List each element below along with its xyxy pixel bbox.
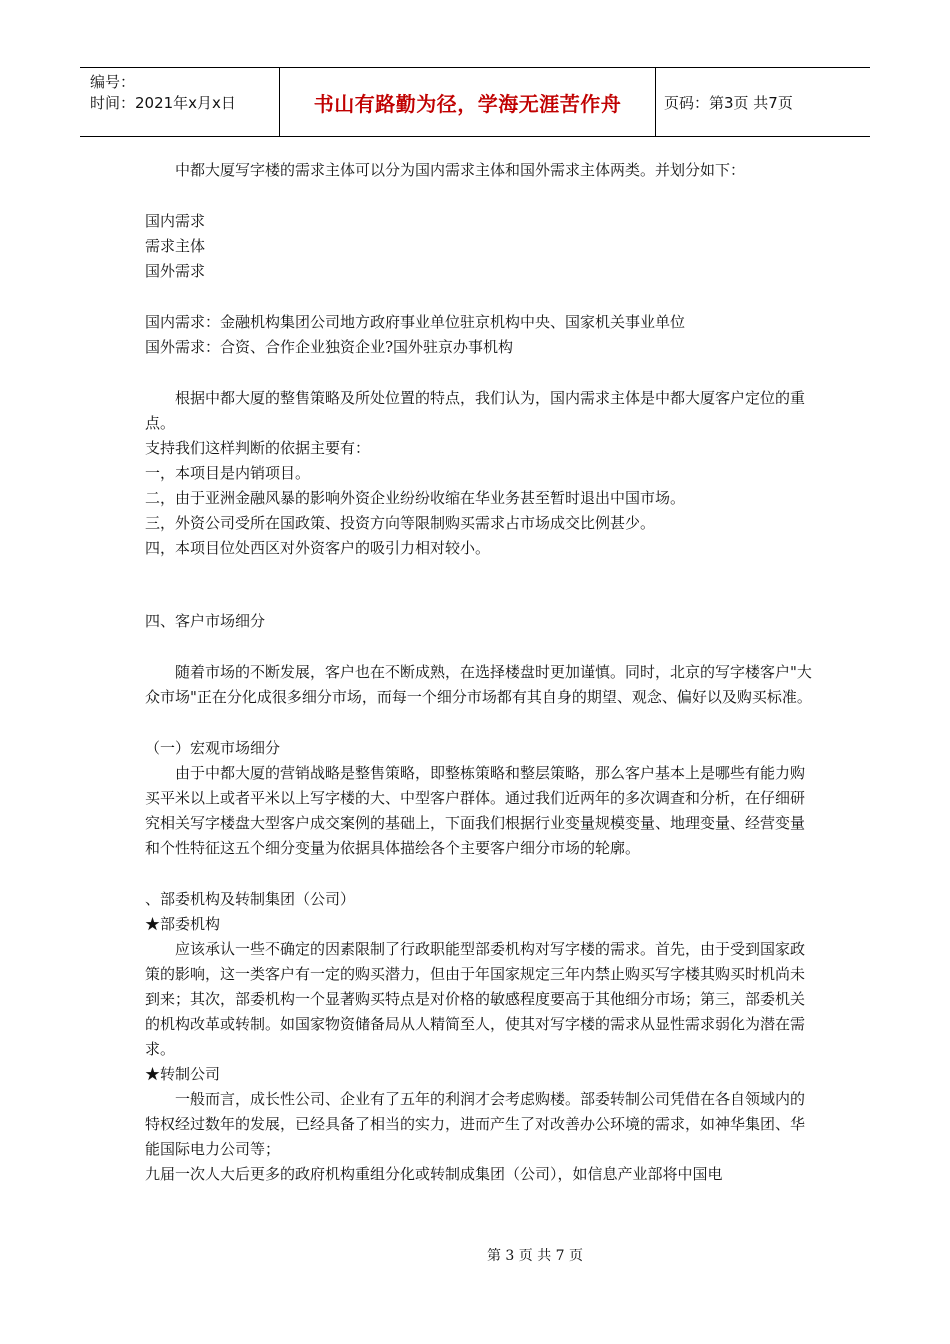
domestic-demand: 国内需求：金融机构集团公司地方政府事业单位驻京机构中央、国家机关事业单位 [145,313,686,331]
basis-item: 一，本项目是内销项目。 [145,464,311,482]
section-heading: 四、客户市场细分 [145,612,266,630]
list-item: 需求主体 [145,237,206,255]
doc-time-label: 时间：2021年x月x日 [90,94,236,112]
page-header [80,67,870,137]
header-meta [80,68,280,136]
doc-number-label: 编号： [90,73,136,91]
basis-item: 三，外资公司受所在国政策、投资方向等限制购买需求占市场成交比例甚少。 [145,514,656,532]
star-heading: ★转制公司 [145,1065,221,1083]
paragraph-ministry: 应该承认一些不确定的因素限制了行政职能型部委机构对写字楼的需求。首先，由于受到国家政策的影响，这一类客户有一定的购买潜力，但由于年国家规定三年内禁止购买写字楼其购买时机尚未到来；其次，部委机构一个显著购买特点是对价格的敏感程度要高于其他细分市场；第三，部委机关的机构改革或转制。如国家物资储备局从人精简至人，使其对写字楼的需求从显性需求弱化为潜在需求。 [145,940,806,1058]
category-heading: 、部委机构及转制集团（公司） [145,890,356,908]
document-body [145,158,815,1187]
basis-item: 二，由于亚洲金融风暴的影响外资企业纷纷收缩在华业务甚至暂时退出中国市场。 [145,489,686,507]
star-heading: ★部委机构 [145,915,221,933]
paragraph-positioning: 根据中都大厦的整售策略及所处位置的特点，我们认为，国内需求主体是中都大厦客户定位的重点。 [145,389,806,432]
paragraph-market: 随着市场的不断发展，客户也在不断成熟，在选择楼盘时更加谨慎。同时，北京的写字楼客户"大众市场"正在分化成很多细分市场，而每一个细分市场都有其自身的期望、观念、偏好以及购买标准。 [145,663,812,706]
paragraph-intro: 中都大厦写字楼的需求主体可以分为国内需求主体和国外需求主体两类。并划分如下： [175,161,746,179]
paragraph-macro: 由于中都大厦的营销战略是整售策略，即整栋策略和整层策略，那么客户基本上是哪些有能力购买平米以上或者平米以上写字楼的大、中型客户群体。通过我们近两年的多次调查和分析，在仔细研究相关写字楼盘大型客户成交案例的基础上，下面我们根据行业变量规模变量、地理变量、经营变量和个性特征这五个细分变量为依据具体描绘各个主要客户细分市场的轮廓。 [145,764,806,857]
list-item: 国外需求 [145,262,206,280]
basis-item: 四，本项目位处西区对外资客户的吸引力相对较小。 [145,539,491,557]
list-item: 国内需求 [145,212,206,230]
foreign-demand: 国外需求：合资、合作企业独资企业?国外驻京办事机构 [145,338,514,356]
header-motto: 书山有路勤为径，学海无涯苦作舟 [280,68,656,136]
header-page-info: 页码：第3页 共7页 [664,93,793,112]
basis-title: 支持我们这样判断的依据主要有： [145,439,371,457]
subsection-heading: （一）宏观市场细分 [145,739,281,757]
page-footer: 第 3 页 共 7 页 [486,1248,584,1264]
paragraph-transform: 一般而言，成长性公司、企业有了五年的利润才会考虑购楼。部委转制公司凭借在各自领域内的特权经过数年的发展，已经具备了相当的实力，进而产生了对改善办公环境的需求，如神华集团、华能国际电力公司等； [145,1090,806,1158]
paragraph-npc: 九届一次人大后更多的政府机构重组分化或转制成集团（公司），如信息产业部将中国电 [145,1165,723,1183]
